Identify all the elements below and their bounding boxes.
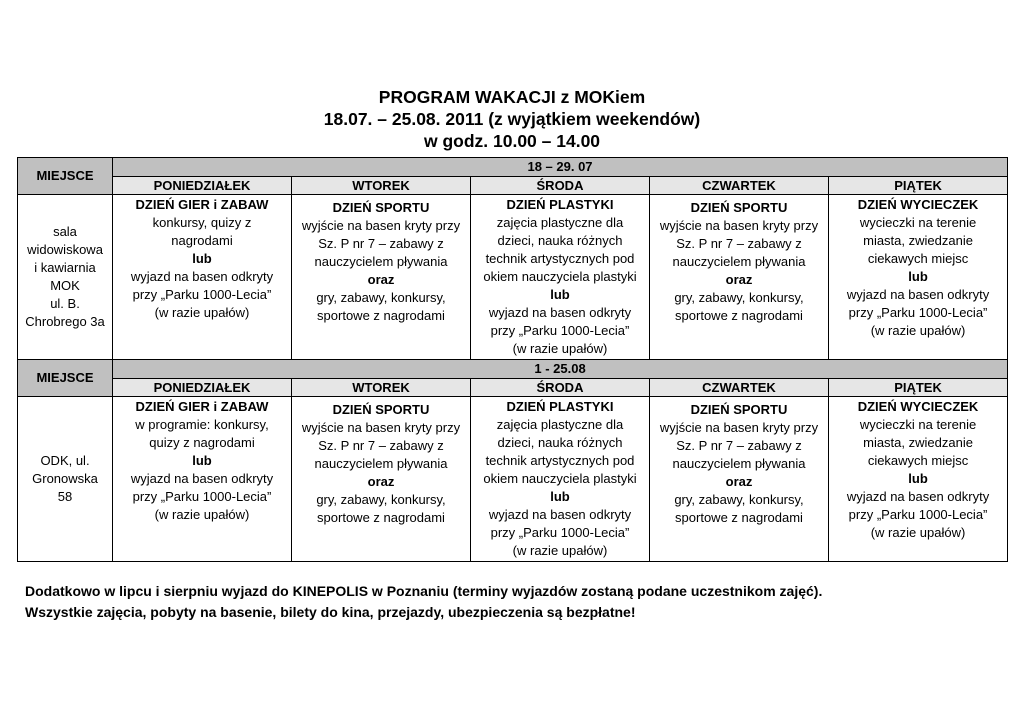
activity-cell xyxy=(650,195,829,360)
activity-line: gry, zabawy, konkursy, xyxy=(674,290,804,305)
activity-title: DZIEŃ SPORTU xyxy=(690,200,788,215)
footer-kinepolis-note: Dodatkowo w lipcu i sierpniu wyjazd do KINEPOLIS w Poznaniu (terminy wyjazdów zostaną podane uczestnikom zajęć). xyxy=(25,583,823,599)
days-row xyxy=(18,379,1008,397)
activity-line: ciekawych miejsc xyxy=(867,251,969,266)
document-title xyxy=(0,86,1024,152)
activity-line: sportowe z nagrodami xyxy=(317,510,445,525)
period-cell: 18 – 29. 07 xyxy=(113,158,1008,177)
activity-line: zajęcia plastyczne dla xyxy=(496,215,624,230)
activity-line: lub xyxy=(908,269,928,284)
activity-line: (w razie upałów) xyxy=(154,305,250,320)
activity-line: nauczycielem pływania xyxy=(672,456,806,471)
activity-line: (w razie upałów) xyxy=(870,323,966,338)
activity-line: gry, zabawy, konkursy, xyxy=(674,492,804,507)
activity-line: wyjazd na basen odkryty xyxy=(130,269,274,284)
place-line: widowiskowa xyxy=(27,242,103,257)
activity-line: wyjazd na basen odkryty xyxy=(846,287,990,302)
period-cell: 1 - 25.08 xyxy=(113,360,1008,379)
activity-line: wyjście na basen kryty przy xyxy=(659,420,819,435)
activity-line: (w razie upałów) xyxy=(154,507,250,522)
place-line: i kawiarnia xyxy=(34,260,96,275)
footer-notes xyxy=(25,581,1015,623)
activity-cell xyxy=(829,195,1008,360)
activity-line: sportowe z nagrodami xyxy=(675,308,803,323)
place-line: 58 xyxy=(57,489,73,504)
activity-line: przy „Parku 1000-Lecia” xyxy=(132,489,272,504)
activities-row xyxy=(18,195,1008,360)
activity-line: sportowe z nagrodami xyxy=(675,510,803,525)
days-row xyxy=(18,177,1008,195)
activity-line: (w razie upałów) xyxy=(512,543,608,558)
activity-cell xyxy=(113,397,292,562)
activity-cell xyxy=(829,397,1008,562)
activity-line: nauczycielem pływania xyxy=(314,456,448,471)
activity-line: technik artystycznych pod xyxy=(485,453,635,468)
activity-line: nagrodami xyxy=(171,233,233,248)
activity-line: konkursy, quizy z xyxy=(152,215,252,230)
activity-line: lub xyxy=(908,471,928,486)
place-cell xyxy=(18,195,113,360)
activity-title: DZIEŃ SPORTU xyxy=(332,402,430,417)
place-line: Gronowska xyxy=(32,471,98,486)
activity-line: dzieci, nauka różnych xyxy=(497,233,623,248)
activity-title: DZIEŃ SPORTU xyxy=(332,200,430,215)
day-header-cell: ŚRODA xyxy=(471,177,650,195)
place-line: Chrobrego 3a xyxy=(25,314,105,329)
place-header-cell: MIEJSCE xyxy=(18,360,113,397)
activity-line: okiem nauczyciela plastyki xyxy=(483,471,637,486)
activity-line: miasta, zwiedzanie xyxy=(863,435,973,450)
title-line-program: PROGRAM WAKACJI z MOKiem xyxy=(378,87,646,107)
activity-line: w programie: konkursy, xyxy=(135,417,269,432)
place-line: sala xyxy=(53,224,77,239)
day-header-cell: PIĄTEK xyxy=(829,177,1008,195)
day-header-cell: WTOREK xyxy=(292,177,471,195)
activity-title: DZIEŃ WYCIECZEK xyxy=(857,399,979,414)
activity-line: przy „Parku 1000-Lecia” xyxy=(848,507,988,522)
activity-line: Sz. P nr 7 – zabawy z xyxy=(318,236,444,251)
day-header-cell: PONIEDZIAŁEK xyxy=(113,379,292,397)
title-line-dates: 18.07. – 25.08. 2011 (z wyjątkiem weekendów) xyxy=(323,109,701,129)
activity-line: lub xyxy=(550,287,570,302)
activity-line: okiem nauczyciela plastyki xyxy=(483,269,637,284)
activity-line: quizy z nagrodami xyxy=(149,435,255,450)
activity-line: oraz xyxy=(725,272,753,287)
activity-cell xyxy=(471,195,650,360)
activity-title: DZIEŃ GIER i ZABAW xyxy=(135,399,269,414)
activity-cell xyxy=(292,195,471,360)
place-line: MOK xyxy=(50,278,80,293)
activity-line: przy „Parku 1000-Lecia” xyxy=(132,287,272,302)
place-header-cell: MIEJSCE xyxy=(18,158,113,195)
day-header-cell: PIĄTEK xyxy=(829,379,1008,397)
day-header-cell: WTOREK xyxy=(292,379,471,397)
activity-line: wyjście na basen kryty przy xyxy=(659,218,819,233)
activity-title: DZIEŃ PLASTYKI xyxy=(506,399,614,414)
day-header-cell: CZWARTEK xyxy=(650,379,829,397)
activity-line: wyjazd na basen odkryty xyxy=(488,507,632,522)
activity-line: miasta, zwiedzanie xyxy=(863,233,973,248)
activity-line: oraz xyxy=(367,272,395,287)
day-header-cell: ŚRODA xyxy=(471,379,650,397)
activity-line: lub xyxy=(192,251,212,266)
activity-line: gry, zabawy, konkursy, xyxy=(316,290,446,305)
activity-line: lub xyxy=(550,489,570,504)
activity-line: wyjazd na basen odkryty xyxy=(130,471,274,486)
activity-line: przy „Parku 1000-Lecia” xyxy=(848,305,988,320)
activity-line: wycieczki na terenie xyxy=(859,215,977,230)
activity-line: nauczycielem pływania xyxy=(672,254,806,269)
activity-line: gry, zabawy, konkursy, xyxy=(316,492,446,507)
activity-line: oraz xyxy=(367,474,395,489)
activity-title: DZIEŃ SPORTU xyxy=(690,402,788,417)
activity-line: (w razie upałów) xyxy=(870,525,966,540)
activity-line: lub xyxy=(192,453,212,468)
period-row xyxy=(18,360,1008,379)
activity-line: Sz. P nr 7 – zabawy z xyxy=(318,438,444,453)
schedule-table xyxy=(17,157,1008,562)
activity-line: (w razie upałów) xyxy=(512,341,608,356)
activity-line: wyjazd na basen odkryty xyxy=(846,489,990,504)
activity-line: wyjście na basen kryty przy xyxy=(301,218,461,233)
activity-title: DZIEŃ PLASTYKI xyxy=(506,197,614,212)
activity-line: sportowe z nagrodami xyxy=(317,308,445,323)
place-cell xyxy=(18,397,113,562)
footer-free-note: Wszystkie zajęcia, pobyty na basenie, bilety do kina, przejazdy, ubezpieczenia są bezpłatne! xyxy=(25,604,636,620)
activity-cell xyxy=(292,397,471,562)
activity-line: przy „Parku 1000-Lecia” xyxy=(490,323,630,338)
place-line: ODK, ul. xyxy=(40,453,90,468)
activity-line: przy „Parku 1000-Lecia” xyxy=(490,525,630,540)
activity-line: wyjazd na basen odkryty xyxy=(488,305,632,320)
day-header-cell: CZWARTEK xyxy=(650,177,829,195)
activity-line: Sz. P nr 7 – zabawy z xyxy=(676,236,802,251)
period-row xyxy=(18,158,1008,177)
activity-line: wyjście na basen kryty przy xyxy=(301,420,461,435)
activity-line: zajęcia plastyczne dla xyxy=(496,417,624,432)
activity-cell xyxy=(113,195,292,360)
activity-title: DZIEŃ WYCIECZEK xyxy=(857,197,979,212)
title-line-hours: w godz. 10.00 – 14.00 xyxy=(423,131,601,151)
activity-cell xyxy=(650,397,829,562)
activity-line: wycieczki na terenie xyxy=(859,417,977,432)
activity-cell xyxy=(471,397,650,562)
activities-row xyxy=(18,397,1008,562)
day-header-cell: PONIEDZIAŁEK xyxy=(113,177,292,195)
activity-line: Sz. P nr 7 – zabawy z xyxy=(676,438,802,453)
activity-line: oraz xyxy=(725,474,753,489)
activity-line: technik artystycznych pod xyxy=(485,251,635,266)
activity-title: DZIEŃ GIER i ZABAW xyxy=(135,197,269,212)
activity-line: nauczycielem pływania xyxy=(314,254,448,269)
activity-line: ciekawych miejsc xyxy=(867,453,969,468)
activity-line: dzieci, nauka różnych xyxy=(497,435,623,450)
place-line: ul. B. xyxy=(50,296,80,311)
